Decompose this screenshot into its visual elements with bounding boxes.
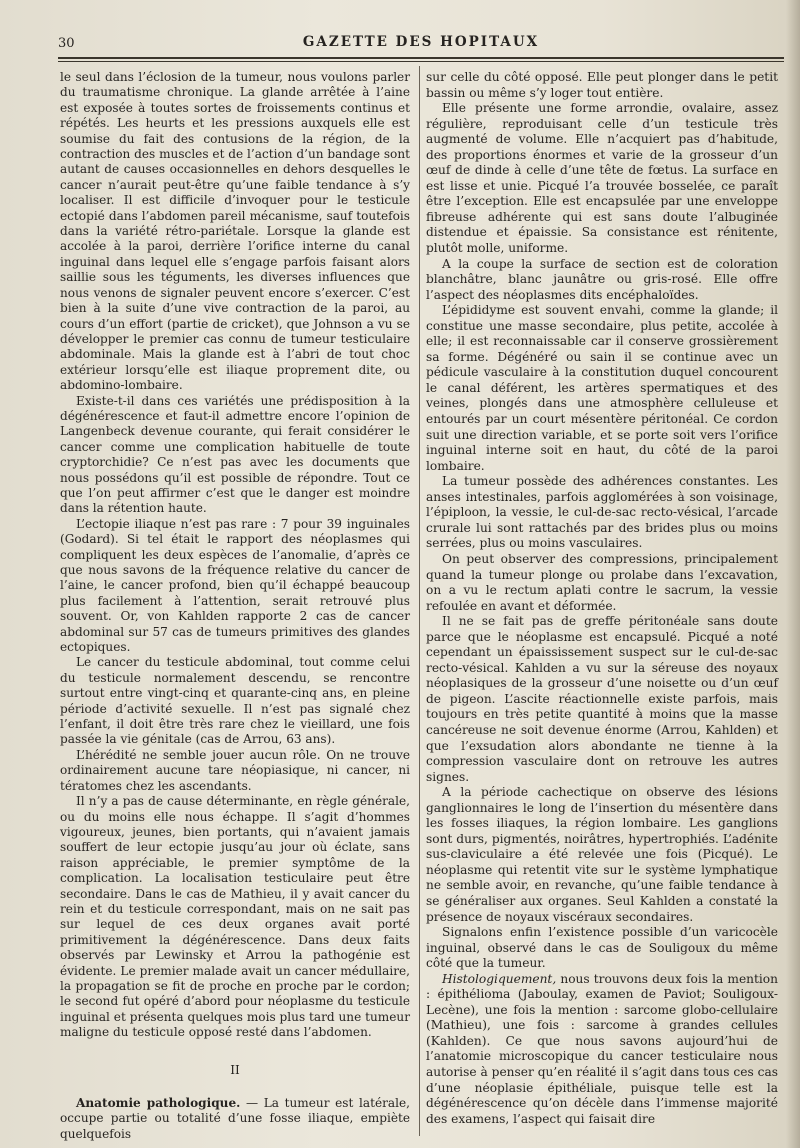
running-title: GAZETTE DES HOPITAUX [302,34,540,50]
paragraph-text: nous trouvons deux fois la mention : épithélioma (Jaboulay, examen de Paviot; Souligoux-Lecène), une fois la mention : sarcome globo-cellulaire (Mathieu), une fois : sarcome à grandes cellules (Kahlden). Ce que nous savons aujourd’hui de l’anatomie microscopique du cancer testiculaire nous autorise à penser qu’en réalité il s’agit dans tous ces cas d’une néoplasie épithéliale, puisque telle est la dégénérescence qu’on décèle dans l’immense majorité des examens, l’aspect qui faisait dire [426,971,778,1126]
page-number: 30 [58,36,75,51]
left-column [60,70,410,1142]
paragraph: Il n’y a pas de cause déterminante, en règle générale, ou du moins elle nous échappe. Il s’agit d’hommes vigoureux, jeunes, bien portants, qui n’avaient jamais souffert de leur ectopie jusqu’au jour où éclate, sans raison appréciable, le premier symptôme de la complication. La localisation testiculaire peut être secondaire. Dans le cas de Mathieu, il y avait cancer du rein et du testicule correspondant, mais on ne sait pas sur lequel de ces deux organes avait porté primitivement la dégénérescence. Dans deux faits observés par Lewinsky et Arrou la pathogénie est évidente. Le premier malade avait un cancer médullaire, la propagation se fit de proche en proche par le cordon; le second fut opéré d’abord pour néoplasme du testicule inguinal et présenta quelques mois plus tard une tumeur maligne du testicule opposé resté dans l’abdomen. [60,794,410,1040]
paragraph: Signalons enfin l’existence possible d’un varicocèle inguinal, observé dans le cas de Souligoux du même côté que la tumeur. [426,925,778,971]
paragraph: La tumeur possède des adhérences constantes. Les anses intestinales, parfois agglomérées à son voisinage, l’épiploon, la vessie, le cul-de-sac recto-vésical, l’arcade crurale lui sont rattachés par des brides plus ou moins serrées, plus ou moins vasculaires. [426,474,778,551]
header-rule-thick [58,57,784,59]
header-rule-thin [58,61,784,62]
section-number: II [230,1062,240,1077]
page-edge-shadow [786,0,800,1148]
paragraph: Le cancer du testicule abdominal, tout comme celui du testicule normalement descendu, se rencontre surtout entre vingt-cinq et quarante-cinq ans, en pleine période d’activité sexuelle. Il n’est pas signalé chez l’enfant, il doit être très rare chez le vieillard, une fois passée la vie génitale (cas de Arrou, 63 ans). [60,655,410,747]
paragraph: Il ne se fait pas de greffe péritonéale sans doute parce que le néoplasme est encapsulé. Picqué a noté cependant un épaississement suspect sur le cul-de-sac recto-vésical. Kahlden a vu sur la séreuse des noyaux néoplasiques de la grosseur d’une noisette ou d’un œuf de pigeon. L’ascite réactionnelle existe parfois, mais toujours en très petite quantité à moins que la masse cancéreuse ne soit devenue énorme (Arrou, Kahlden) et que l’exsudation alors abondante ne tienne à la compression vasculaire dont on retrouve les autres signes. [426,614,778,784]
paragraph: sur celle du côté opposé. Elle peut plonger dans le petit bassin ou même s’y loger tout entière. [426,70,778,100]
paragraph: A la période cachectique on observe des lésions ganglionnaires le long de l’insertion du mésentère dans les fosses iliaques, la région lombaire. Les ganglions sont durs, pigmentés, noirâtres, hypertrophiés. L’adénite sus-claviculaire a été relevée une fois (Picqué). Le néoplasme qui retentit vite sur le système lymphatique ne semble avoir, en revanche, qu’une faible tendance à se généraliser aux organes. Seul Kahlden a constaté la présence de noyaux viscéraux secondaires. [426,785,778,924]
section-heading: Anatomie pathologique. [76,1096,241,1110]
paragraph: L’épididyme est souvent envahi, comme la glande; il constitue une masse secondaire, plus petite, accolée à elle; il est reconnaissable car il conserve grossièrement sa forme. Dégénéré ou sain il se continue avec un pédicule vasculaire à la constitution duquel concourent le canal déférent, les artères spermatiques et des veines, plongés dans une atmosphère celluleuse et entourés par un court mésentère péritonéal. Ce cordon suit une direction variable, et se porte soit vers l’orifice inguinal interne soit en haut, du côté de la paroi lombaire. [426,303,778,473]
page-header [58,34,784,56]
paragraph: Elle présente une forme arrondie, ovalaire, assez régulière, reproduisant celle d’un testicule très augmenté de volume. Elle n’acquiert pas d’habitude, des proportions énormes et varie de la grosseur d’un œuf de dinde à celle d’une tête de fœtus. La surface en est lisse et unie. Picqué l’a trouvée bosselée, ce paraît être l’exception. Elle est encapsulée par une enveloppe fibreuse adhérente qui est sans doute l’albuginée distendue et épaissie. Sa consistance est rénitente, plutôt molle, uniforme. [426,101,778,256]
paragraph-text: — La tumeur est latérale, occupe partie ou totalité d’une fosse iliaque, empiète quelquefois [60,1096,410,1141]
paragraph-lead [426,972,778,1127]
paragraph: L’hérédité ne semble jouer aucun rôle. On ne trouve ordinairement aucune tare néopiasique, ni cancer, ni tératomes chez les ascendants. [60,747,410,793]
paragraph: Existe-t-il dans ces variétés une prédisposition à la dégénérescence et faut-il admettre encore l’opinion de Langenbeck devenue courante, qui ferait considérer le cancer comme une complication habituelle de toute cryptorchidie? Ce n’est pas avec les documents que nous possédons qu’il est possible de répondre. Tout ce que l’on peut affirmer c’est que le danger est moindre dans la rétention haute. [60,393,410,516]
paragraph-section-lead [60,1096,410,1142]
paragraph: On peut observer des compressions, principalement quand la tumeur plonge ou prolabe dans l’excavation, on a vu le rectum aplati contre le sacrum, la vessie refoulée en avant et déformée. [426,551,778,613]
paragraph: le seul dans l’éclosion de la tumeur, nous voulons parler du traumatisme chronique. La glande arrêtée à l’aine est exposée à toutes sortes de froissements continus et répétés. Les heurts et les pressions auxquels elle est soumise du fait des contusions de la région, de la contraction des muscles et de l’action d’un bandage sont autant de causes occasionnelles en dehors desquelles le cancer n’aurait peut-être qu’une faible tendance à s’y localiser. Il est difficile d’invoquer pour le testicule ectopié dans l’abdomen pareil mécanisme, sauf toutefois dans la variété rétro-pariétale. Lorsque la glande est accolée à la paroi, derrière l’orifice interne du canal inguinal dans lequel elle s’engage parfois faisant alors saillie sous les téguments, les diverses influences que nous venons de signaler peuvent encore s’exercer. C’est bien à la suite d’une vive contraction de la paroi, au cours d’un effort (partie de cricket), que Johnson a vu se développer le premier cas connu de tumeur testiculaire abdominale. Mais la glande est à l’abri de tout choc extérieur lorsqu’elle est iliaque proprement dite, ou abdomino-lombaire. [60,70,410,393]
paragraph: L’ectopie iliaque n’est pas rare : 7 pour 39 inguinales (Godard). Si tel était le rapport des néoplasmes qui compliquent les deux espèces de l’anomalie, d’après ce que nous savons de la fréquence relative du cancer de l’aine, le cancer profond, bien qu’il échappé beaucoup plus facilement à l’attention, serait retrouvé plus souvent. Or, von Kahlden rapporte 2 cas de cancer abdominal sur 57 cas de tumeurs primitives des glandes ectopiques. [60,516,410,655]
paragraph: A la coupe la surface de section est de coloration blanchâtre, blanc jaunâtre ou gris-rosé. Elle offre l’aspect des néoplasmes dits encéphaloïdes. [426,256,778,302]
italic-lead: Histologiquement, [442,971,557,986]
column-divider [419,66,420,1136]
right-column [426,70,778,1127]
